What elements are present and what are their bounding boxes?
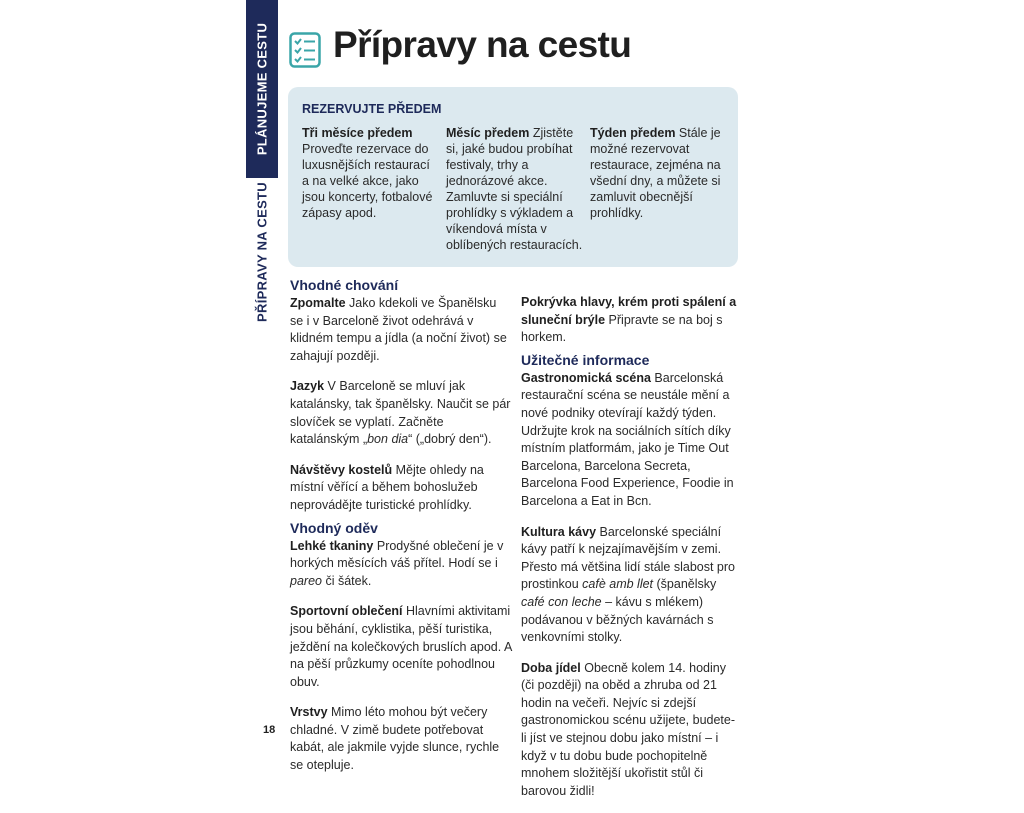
paragraph-text: Obecně kolem 14. hodiny (či později) na oběd a zhruba od 21 hodin na večeři. Nejvíc si zdejší gastronomickou scénu užijete, budete-li jíst ve stejnou dobu jako místní – i když v tu dobu bude pochopitelně mnohem složitější ukořistit stůl či barovou židli! [521, 660, 736, 798]
section-tab-label: PŘÍPRAVY NA CESTU [254, 182, 270, 322]
paragraph-lead: Návštěvy kostelů [290, 462, 393, 477]
paragraph-text: Připravte se na boj s horkem. [521, 312, 723, 345]
paragraph [290, 462, 512, 515]
paragraph-lead: Lehké tkaniny [290, 538, 374, 553]
column-lead: Měsíc předem [446, 126, 530, 140]
paragraph-text: či šátek. [321, 573, 372, 588]
paragraph-italic: café con leche [521, 594, 602, 609]
paragraph-lead: Zpomalte [290, 296, 346, 310]
reservation-box-heading: REZERVUJTE PŘEDEM [302, 102, 442, 116]
right-column [521, 294, 739, 813]
paragraph-text: Jako kdekoli ve Španělsku se i v Barceloně život odehrává v klidném tempu a jídla (a noční život) se zahajují později. [290, 296, 507, 363]
paragraph-lead: Vrstvy [290, 705, 328, 720]
paragraph-italic: pareo [290, 573, 322, 588]
paragraph-text: V Barceloně se mluví jak katalánsky, tak španělsky. Naučit se pár slovíček se vyplatí. Začněte katalánským „ [290, 379, 511, 447]
paragraph-text: Mimo léto mohou být večery chladné. V zimě budete potřebovat kabát, ale jakmile vyjde slunce, rychle se otepluje. [290, 705, 500, 773]
section-heading-info: Užitečné informace [521, 351, 650, 368]
chapter-tab-strip [246, 0, 278, 768]
column-text: Proveďte rezervace do luxusnějších restaurací a na velké akce, jako jsou koncerty, fotbalové zápasy apod. [302, 142, 433, 220]
paragraph-text: Barcelonské speciální kávy patří k nejzajímavějším v zemi. Přesto má většina lidí stále slabost pro prostinkou [521, 524, 735, 592]
paragraph-lead: Sportovní oblečení [290, 604, 403, 619]
paragraph-lead: Jazyk [290, 379, 325, 394]
section-heading-clothing: Vhodný oděv [290, 519, 378, 536]
left-column [290, 276, 512, 788]
reservation-column [302, 125, 440, 221]
chapter-tab-label: PLÁNUJEME CESTU [254, 22, 270, 156]
chapter-tab-active [246, 0, 278, 178]
paragraph-italic: cafè amb llet [582, 577, 654, 592]
paragraph [290, 603, 512, 691]
paragraph [290, 538, 512, 591]
paragraph [521, 294, 739, 347]
paragraph [290, 704, 512, 774]
paragraph [521, 524, 739, 647]
reservation-column [446, 125, 588, 253]
paragraph-text: Prodyšné oblečení je v horkých měsících váš přítel. Hodí se i [290, 538, 504, 571]
paragraph [290, 295, 512, 365]
column-text: Zjistěte si, jaké budou probíhat festivaly, trhy a jednorázové akce. Zamluvte si speciální prohlídky s výkladem a víkendová místa v oblíbených restauracích. [446, 126, 583, 252]
paragraph-lead: Kultura kávy [521, 524, 597, 539]
paragraph [521, 660, 739, 801]
paragraph-text: (španělsky [653, 577, 717, 592]
page-title: Přípravy na cestu [333, 24, 632, 65]
column-lead: Tři měsíce předem [302, 126, 413, 140]
page-number: 18 [263, 724, 276, 736]
paragraph-text: Mějte ohledy na místní věřící a během bohoslužeb neprovádějte turistické prohlídky. [290, 462, 484, 512]
paragraph-text: “ („dobrý den“). [408, 432, 492, 447]
column-lead: Týden předem [590, 126, 676, 140]
paragraph-lead: Pokrývka hlavy, krém proti spálení a sluneční brýle [521, 295, 737, 327]
column-text: Stále je možné rezervovat restaurace, zejména na všední dny, a můžete si zamluvit obecnější prohlídky. [590, 126, 721, 220]
paragraph [521, 370, 739, 511]
paragraph-text: – kávu s mlékem) podávanou v běžných kavárnách s venkovními stolky. [521, 594, 714, 645]
section-heading-behavior: Vhodné chování [290, 277, 399, 293]
paragraph [290, 378, 512, 448]
paragraph-lead: Doba jídel [521, 660, 581, 675]
paragraph-italic: bon dia [367, 432, 409, 447]
reservation-box [288, 87, 738, 267]
paragraph-text: Hlavními aktivitami jsou běhání, cyklistika, pěší turistika, ježdění na kolečkových bruslích apod. A na pěší průzkumy oceníte pohodlnou obuv. [290, 604, 512, 689]
paragraph-text: Barcelonská restaurační scéna se neustále mění a nové podniky otevírají každý týden. Udržujte krok na sociálních sítích díky místním platformám, jako je Time Out Barcelona, Barcelona Secreta, Barcelona Food Experience, Foodie in Barcelona a Eat in Bcn. [521, 370, 734, 508]
checklist-icon [289, 32, 321, 68]
reservation-column [590, 125, 732, 221]
paragraph-lead: Gastronomická scéna [521, 370, 651, 385]
